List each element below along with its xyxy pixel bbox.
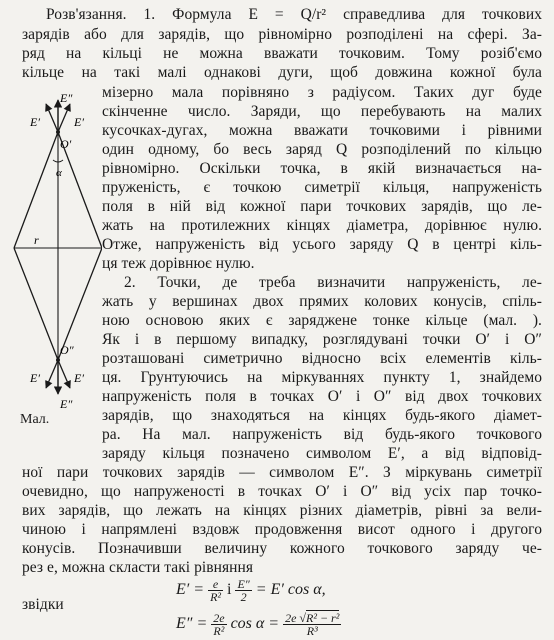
text-line: вих зарядів, що лежать на кінцях різних діаметрів, рівні за вели- <box>22 502 542 519</box>
text-line: зарядів, що знаходяться на кінцях будь-якого діамет- <box>102 407 542 424</box>
eq2-fraction <box>211 612 226 637</box>
eq1-numerator: e <box>208 578 223 591</box>
figure-caption: Мал. <box>20 412 50 427</box>
eq2-numerator: 2e <box>213 611 225 625</box>
text-line: ряд на кільці не можна вважати точковим. Тому розіб'ємо <box>22 45 542 62</box>
eq2-sqrt-prefix: 2e √ <box>285 611 307 625</box>
text-line: ра. На мал. напруженість від будь-якого точкового <box>102 426 542 443</box>
label-bot-e2: E″ <box>60 397 73 411</box>
top-e1-right-arrow <box>58 104 70 132</box>
text-line: поля в ній від кожної пари точкових зарядів, що ле- <box>102 198 542 215</box>
equation-1 <box>176 578 326 603</box>
text-line: Як і в першому випадку, розглядувані точки O′ і O″ <box>102 331 542 348</box>
text-line: Розв'язання. 1. Формула E = Q/r² справедлива для точкових <box>46 6 542 23</box>
eq2-denominator-2: R³ <box>306 624 318 638</box>
text-line: чиною і напрямлені вздовж продовження висот одного і другого <box>22 521 542 538</box>
eq1-denominator-2: 2 <box>240 590 247 604</box>
text-line: ця теж дорівнює нулю. <box>102 255 255 272</box>
bot-e1-left-arrow <box>46 360 58 388</box>
eq1-fraction <box>208 578 223 603</box>
eq1-rhs: = E′ cos α, <box>255 581 326 599</box>
point-o-double-prime <box>56 358 60 362</box>
eq2-mid: cos α = <box>230 615 280 633</box>
label-bot-e1-right: E′ <box>74 371 84 385</box>
text-line: рівномірно. Оскільки точка, в якій визначається на- <box>102 160 542 177</box>
equation-2 <box>176 612 341 637</box>
cone-edge <box>14 248 58 360</box>
text-line: 2. Точки, де треба визначити напруженість, ле- <box>124 274 542 291</box>
text-line: конусів. Позначивши величину кожного точкового заряду че- <box>22 540 542 557</box>
eq2-sqrt-radicand: R² − r² <box>306 611 340 625</box>
text-line: розташовані симетрично відносно всіх елементів кіль- <box>102 350 542 367</box>
text-line: мізерно мала порівняно з радіусом. Таких дуг буде <box>102 84 542 101</box>
cone-edge <box>14 132 58 248</box>
label-alpha: α <box>56 167 62 179</box>
text-line: пруженість, є точкою симетрії кільця, напруженість <box>102 179 542 196</box>
text-line: зарядів або для зарядів, що рівномірно розподілені на сфері. За- <box>22 26 542 43</box>
text-line: Отже, напруженість від усього заряду Q в центрі кіль- <box>102 236 542 253</box>
bot-e1-right-arrow <box>58 360 70 388</box>
eq1-lhs: E′ = <box>176 581 205 599</box>
text-line: заряду кільця позначено символом E′, а від відповід- <box>102 445 542 462</box>
label-top-e1-right: E′ <box>74 115 84 129</box>
eq1-and: і <box>227 581 232 599</box>
top-e1-left-arrow <box>46 104 58 132</box>
text-line: очевидно, що напруженості в точках O′ і O″ від усіх пар точко- <box>22 483 542 500</box>
text-line: жать на протилежних кінцях діаметра, дорівнює нулю. <box>102 217 542 234</box>
eq1-denominator: R² <box>210 590 222 604</box>
label-top-o: O′ <box>60 137 72 151</box>
point-o-prime <box>56 130 60 134</box>
label-top-e2: E″ <box>60 92 73 105</box>
label-bot-o: O″ <box>60 343 74 357</box>
text-line: кільце на такі малі однакові дуги, щоб довжина кожної була <box>22 64 542 81</box>
eq2-denominator: R² <box>213 624 225 638</box>
label-bot-e1-left: E′ <box>30 371 40 385</box>
text-line: ця. Грунтуючись на міркуваннях пункту 1, знайдемо <box>102 369 542 386</box>
text-line: скінченне число. Заряди, що перебувають на малих <box>102 103 542 120</box>
eq1-fraction-2 <box>235 578 251 603</box>
eq1-numerator-2: E″ <box>237 577 250 591</box>
text-line: кусочках-дугах, можна вважати точковими і рівними <box>102 122 542 139</box>
eq2-lhs: E″ = <box>176 615 208 633</box>
text-line: жать у вершинах двох прямих колових конусів, спіль- <box>102 293 542 310</box>
label-r: r <box>34 233 39 247</box>
text-line: рез e, можна скласти такі рівняння <box>22 559 253 576</box>
text-line: один одному, бо весь заряд Q розподілений по кільцю <box>102 141 542 158</box>
text-line: ної пари точкових зарядів — символом E″. З міркувань симетрії <box>22 464 542 481</box>
text-line: ною основою яких є заряджене тонке кільце (мал. ). <box>102 312 542 329</box>
text-line: напруженість поля в точках O′ і O″ від двох точкових <box>102 388 542 405</box>
eq2-fraction-2 <box>283 612 341 637</box>
label-top-e1-left: E′ <box>30 115 40 129</box>
double-cone-figure <box>0 92 102 422</box>
whence-word: звідки <box>22 596 64 613</box>
